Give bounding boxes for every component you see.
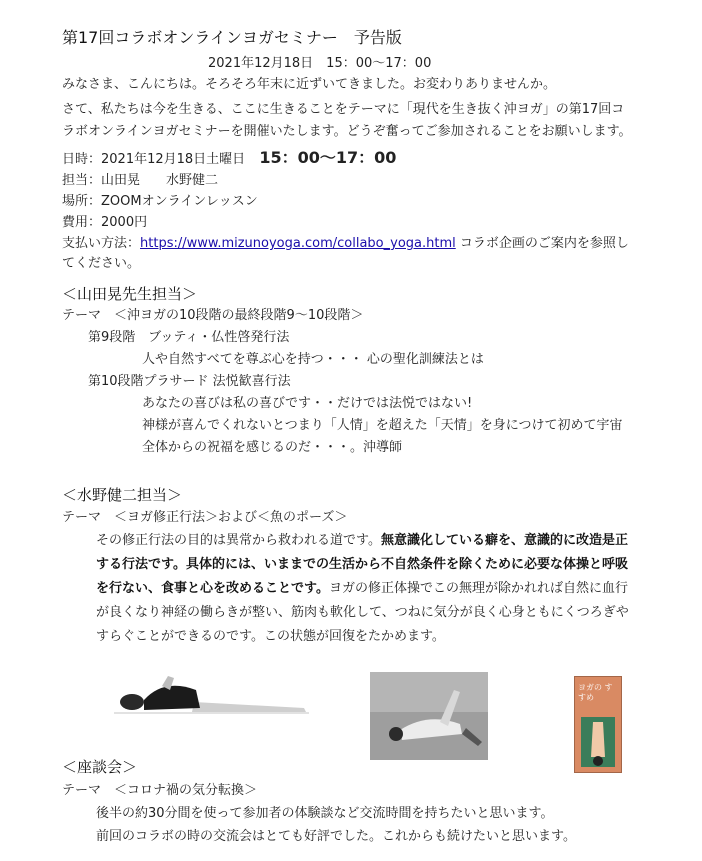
- yamada-step10-desc-1: あなたの喜びは私の喜びです・・だけでは法悦ではない!: [142, 396, 473, 411]
- correction-exercise-photo: [370, 672, 488, 760]
- zadankai-heading: ＜座談会＞: [62, 758, 138, 776]
- mizuno-line-3: [96, 578, 628, 600]
- mizuno-line-1-bold: 無意識化している癖を、意識的に改造是正: [380, 533, 628, 548]
- yamada-step10: 第10段階プラサード 法悦歓喜行法: [88, 374, 291, 389]
- yamada-theme: テーマ ＜沖ヨガの10段階の最終段階9〜10段階＞: [62, 308, 364, 323]
- mizuno-line-2: する行法です。具体的には、いままでの生活から不自然条件を除くために必要な体操と呼吸: [96, 557, 628, 572]
- yamada-step10-desc-2: 神様が喜んでくれないとつまり「人情」を超えた「天情」を身につけて初めて宇宙: [142, 418, 623, 433]
- event-date-row: [62, 147, 396, 171]
- payment-label: 支払い方法：: [62, 236, 141, 251]
- payment-row: [62, 233, 629, 255]
- greeting-text: みなさま、こんにちは。そろそろ年末に近ずいてきました。お変わりありませんか。: [62, 77, 557, 92]
- event-date-label: 日時：2021年12月18日土曜日: [62, 152, 246, 167]
- page-title: 第17回コラボオンラインヨガセミナー 予告版: [62, 28, 402, 47]
- mizuno-line-3-normal: ヨガの修正体操でこの無理が除かれれば自然に血行: [328, 581, 628, 596]
- intro-line-1: さて、私たちは今を生きる、ここに生きることをテーマに「現代を生き抜く沖ヨガ」の第17回コ: [62, 102, 625, 117]
- yoga-book-cover: [574, 676, 622, 773]
- mizuno-line-3-bold: を行ない、食事と心を改めることです。: [96, 581, 329, 596]
- event-time-bold: 15：00〜17：00: [259, 148, 397, 167]
- payment-line-2: てください。: [62, 256, 141, 271]
- event-teachers: 担当：山田晃 水野健二: [62, 173, 219, 188]
- event-place: 場所：ZOOMオンラインレッスン: [62, 194, 258, 209]
- yamada-heading: ＜山田晃先生担当＞: [62, 285, 198, 303]
- intro-line-2: ラボオンラインヨガセミナーを開催いたします。どうぞ奮ってご参加されることをお願いします。: [62, 124, 632, 139]
- payment-after-text: コラボ企画のご案内を参照し: [455, 236, 629, 251]
- yamada-step10-desc-3: 全体からの祝福を感じるのだ・・・。沖導師: [142, 440, 403, 455]
- zadankai-theme: テーマ ＜コロナ禍の気分転換＞: [62, 783, 258, 798]
- fish-pose-photo: [104, 672, 314, 718]
- zadankai-line-2: 前回のコラボの時の交流会はとても好評でした。これからも続けたいと思います。: [96, 829, 576, 844]
- header-date-time: 2021年12月18日 15：00〜17：00: [208, 56, 432, 71]
- yamada-step9: 第9段階 ブッティ・仏性啓発行法: [88, 330, 290, 345]
- mizuno-line-4: が良くなり神経の働らきが整い、筋肉も軟化して、つねに気分が良く心身ともにくつろぎや: [96, 605, 629, 620]
- yamada-step9-desc: 人や自然すべてを尊ぶ心を持つ・・・ 心の聖化訓練法とは: [142, 352, 484, 367]
- mizuno-line-1-normal: その修正行法の目的は異常から救われる道です。: [96, 533, 381, 548]
- event-fee: 費用：2000円: [62, 215, 148, 230]
- book-title: ヨガの すすめ: [578, 683, 613, 702]
- mizuno-theme: テーマ ＜ヨガ修正行法＞および＜魚のポーズ＞: [62, 510, 348, 525]
- payment-link[interactable]: https://www.mizunoyoga.com/collabo_yoga.html: [140, 236, 456, 251]
- mizuno-line-1: [96, 530, 628, 552]
- zadankai-line-1: 後半の約30分間を使って参加者の体験談など交流時間を持ちたいと思います。: [96, 806, 554, 821]
- mizuno-heading: ＜水野健二担当＞: [62, 486, 183, 504]
- mizuno-line-5: すらぐことができるのです。この状態が回復をたかめます。: [96, 629, 445, 644]
